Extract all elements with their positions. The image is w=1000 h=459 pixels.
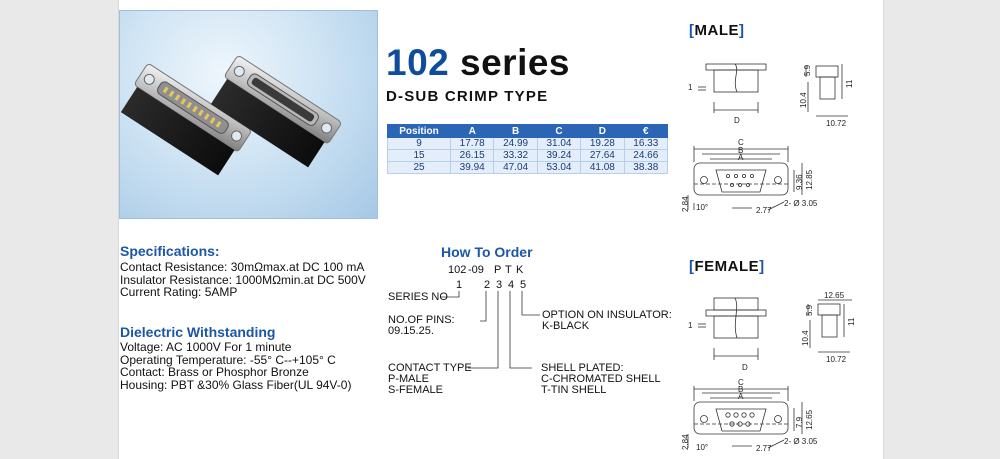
male-dim-1285: 12.85 [805,169,814,190]
female-dim-10: 10° [696,443,709,452]
female-dim-1: 1 [688,321,693,330]
shell-plated-option: T-TIN SHELL [541,384,607,396]
order-code-1: 1 [456,279,463,291]
female-dim-104: 10.4 [801,330,810,346]
bracket-close: ] [759,258,765,275]
table-cell: 27.64 [581,150,624,162]
page-title [386,42,570,84]
order-leader-lines [440,288,540,398]
table-cell: 38.38 [624,162,667,174]
male-dim-1072: 10.72 [826,119,847,128]
dielectric-line: Contact: Brass or Phosphor Bronze [120,365,309,379]
female-dim-d: D [742,363,748,372]
page-subtitle: D-SUB CRIMP TYPE [386,88,549,105]
female-dim-79: 7.9 [795,416,804,428]
table-cell: 17.78 [451,138,494,150]
table-row [388,162,668,174]
part-number-shell: T [505,264,512,276]
male-section-label [689,22,745,39]
female-dim-1265b: 12.65 [805,409,814,430]
male-dim-10: 10° [696,203,709,212]
female-dim-1265: 12.65 [824,291,845,300]
bracket-open: [ [689,22,695,39]
male-dim-59: 5.9 [803,64,812,76]
no-of-pins-value: 09.15.25. [388,325,434,337]
order-code-2: 2 [484,279,491,291]
order-code-5: 5 [520,279,527,291]
part-number-option: K [516,264,524,276]
male-dim-c: C [738,138,744,147]
male-dim-d: D [734,116,740,125]
male-dim-a: A [738,153,744,162]
shell-plated-option: C-CHROMATED SHELL [541,373,661,385]
how-to-order-heading: How To Order [441,244,533,260]
series-no-label: SERIES NO [388,291,448,303]
table-cell: 19.28 [581,138,624,150]
specifications-heading: Specifications: [120,243,220,259]
table-row [388,150,668,162]
header-c: C [537,125,580,138]
option-insulator-value: K-BLACK [542,320,590,332]
male-dim-104: 10.4 [799,92,808,108]
contact-type-option: P-MALE [388,373,429,385]
contact-type-label: CONTACT TYPE [388,362,472,374]
part-number-contact: P [494,264,502,276]
female-dim-284: 2.84 [681,434,690,450]
dielectric-heading: Dielectric Withstanding [120,324,276,340]
spec-line: Insulator Resistance: 1000MΩmin.at DC 500V [120,272,366,287]
female-label-text: FEMALE [694,258,760,275]
table-cell: 31.04 [537,138,580,150]
table-cell: 24.66 [624,150,667,162]
option-insulator-label: OPTION ON INSULATOR: [542,309,672,321]
male-dim-936: 9.36 [795,174,804,190]
female-dim-c: C [738,378,744,387]
male-dim-305: 2- Ø 3.05 [784,199,818,208]
no-of-pins-label: NO.OF PINS: [388,314,455,326]
order-code-3: 3 [496,279,503,291]
female-dim-b: B [738,385,744,394]
table-cell: 39.24 [537,150,580,162]
female-dim-11: 11 [847,317,856,326]
female-technical-drawing [680,282,870,458]
table-cell: 53.04 [537,162,580,174]
table-cell: 33.32 [494,150,537,162]
table-header-row [388,125,668,138]
specifications-list [120,261,366,299]
order-code-4: 4 [508,279,515,291]
male-dim-11: 11 [845,79,854,88]
bracket-close: ] [739,22,745,39]
header-d: D [581,125,624,138]
female-dim-305: 2- Ø 3.05 [784,437,818,446]
male-dim-b: B [738,146,744,155]
table-cell: 47.04 [494,162,537,174]
male-label-text: MALE [694,22,739,39]
dielectric-line: Voltage: AC 1000V For 1 minute [120,340,292,354]
table-row [388,138,668,150]
dielectric-line: Operating Temperature: -55° C--+105° C [120,352,336,367]
dielectric-list [120,341,351,391]
table-cell: 25 [388,162,451,174]
shell-plated-label: SHELL PLATED: [541,362,624,374]
dielectric-line: Housing: PBT &30% Glass Fiber(UL 94V-0) [120,377,352,392]
female-dim-59: 5.9 [805,304,814,316]
dimension-table [387,124,668,174]
female-dim-a: A [738,392,744,401]
title-number: 102 [386,42,450,83]
header-a: A [451,125,494,138]
spec-line: Current Rating: 5AMP [120,285,238,299]
table-cell: 26.15 [451,150,494,162]
contact-type-option: S-FEMALE [388,384,444,396]
header-b: B [494,125,537,138]
female-section-label [689,258,765,275]
table-cell: 24.99 [494,138,537,150]
spec-line: Contact Resistance: 30mΩmax.at DC 100 mA [120,260,365,274]
male-dim-284: 2.84 [681,196,690,212]
table-cell: 15 [388,150,451,162]
header-e: € [624,125,667,138]
connector-photo-illustration [120,11,377,218]
bracket-open: [ [689,258,695,275]
product-photo [119,10,378,219]
part-number-pins: -09 [468,264,484,276]
table-cell: 39.94 [451,162,494,174]
male-technical-drawing [680,50,870,230]
female-dim-277: 2.77 [756,444,772,453]
female-dim-1072: 10.72 [826,355,847,364]
male-dim-277: 2.77 [756,206,772,215]
table-cell: 9 [388,138,451,150]
table-cell: 41.08 [581,162,624,174]
header-position: Position [388,125,451,138]
part-number-base: 102 [448,264,467,276]
title-word: series [460,42,571,83]
table-cell: 16.33 [624,138,667,150]
male-dim-1: 1 [688,83,693,92]
